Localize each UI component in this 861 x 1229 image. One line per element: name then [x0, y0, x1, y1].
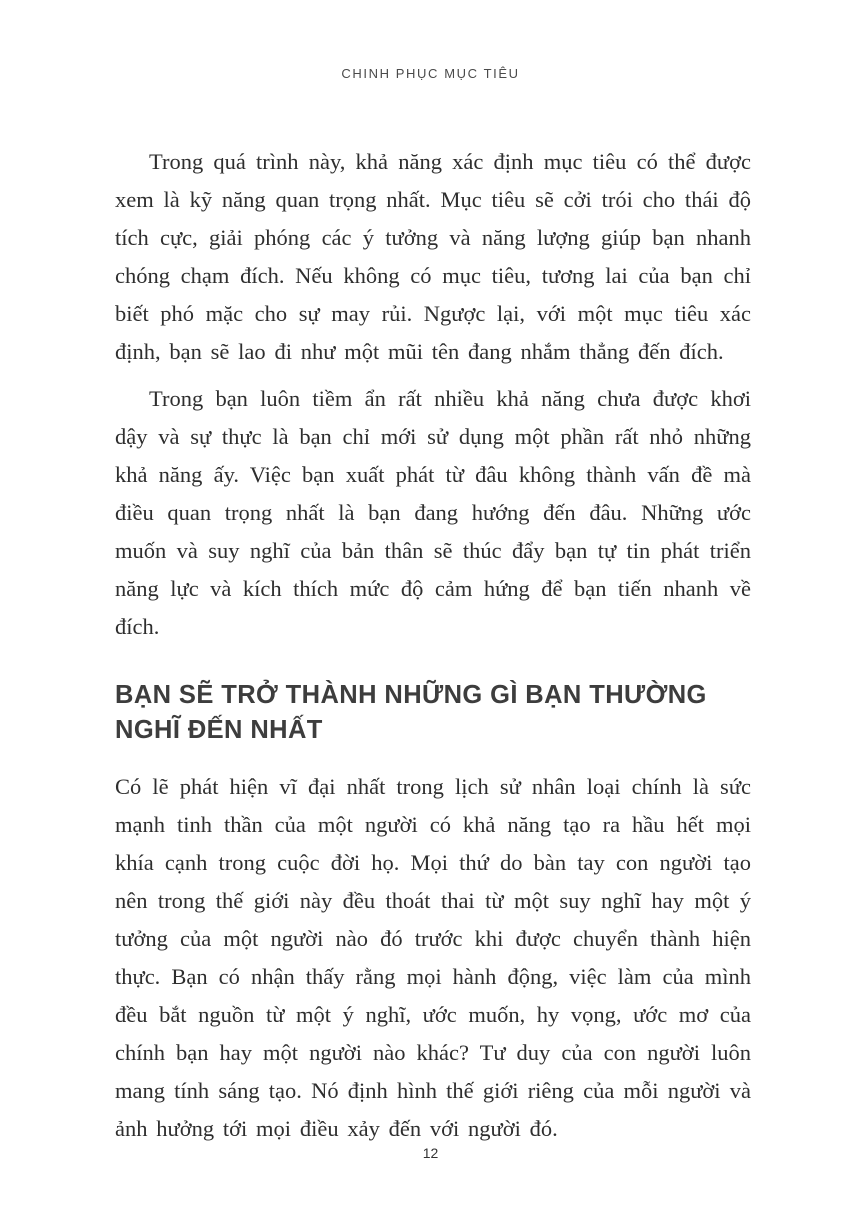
running-header: CHINH PHỤC MỤC TIÊU: [341, 66, 520, 81]
paragraph-2: Trong bạn luôn tiềm ẩn rất nhiều khả năng chưa được khơi dậy và sự thực là bạn chỉ mới sử dụng một phần rất nhỏ những khả năng ấy. Việc bạn xuất phát từ đâu không thành vấn đề mà điều quan trọng nhất là bạn đang hướng đến đâu. Những ước muốn và suy nghĩ của bản thân sẽ thúc đẩy bạn tự tin phát triển năng lực và kích thích mức độ cảm hứng để bạn tiến nhanh về đích.: [115, 386, 751, 639]
section-heading: BẠN SẼ TRỞ THÀNH NHỮNG GÌ BẠN THƯỜNG NGHĨ ĐẾN NHẤT: [115, 681, 707, 744]
page-body: [115, 143, 751, 1157]
paragraph-3: Có lẽ phát hiện vĩ đại nhất trong lịch sử nhân loại chính là sức mạnh tinh thần của một người có khả năng tạo ra hầu hết mọi khía cạnh trong cuộc đời họ. Mọi thứ do bàn tay con người tạo nên trong thế giới này đều thoát thai từ một suy nghĩ hay một ý tưởng của một người nào đó trước khi được chuyển thành hiện thực. Bạn có nhận thấy rằng mọi hành động, việc làm của mình đều bắt nguồn từ một ý nghĩ, ước muốn, hy vọng, ước mơ của chính bạn hay một người nào khác? Tư duy của con người luôn mang tính sáng tạo. Nó định hình thế giới riêng của mỗi người và ảnh hưởng tới mọi điều xảy đến với người đó.: [115, 774, 751, 1141]
paragraph-1: Trong quá trình này, khả năng xác định mục tiêu có thể được xem là kỹ năng quan trọng nhất. Mục tiêu sẽ cởi trói cho thái độ tích cực, giải phóng các ý tưởng và năng lượng giúp bạn nhanh chóng chạm đích. Nếu không có mục tiêu, tương lai của bạn chỉ biết phó mặc cho sự may rủi. Ngược lại, với một mục tiêu xác định, bạn sẽ lao đi như một mũi tên đang nhắm thẳng đến đích.: [115, 149, 751, 364]
page-number: 12: [422, 1145, 439, 1161]
